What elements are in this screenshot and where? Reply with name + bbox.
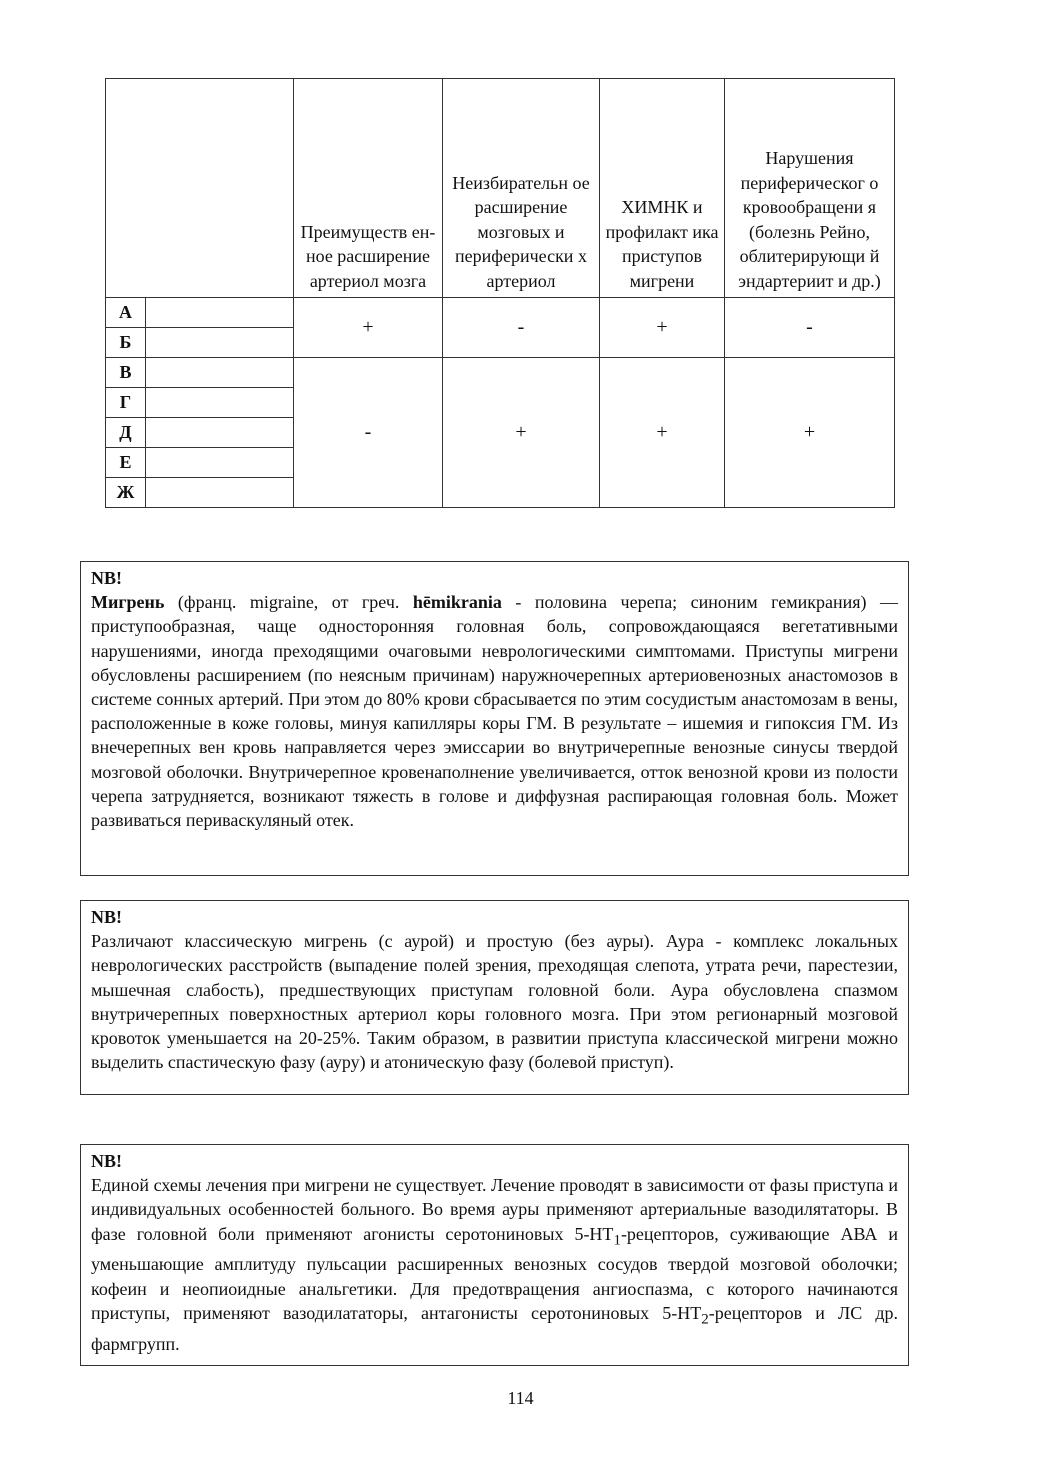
row-letter: Д: [106, 418, 146, 448]
row-drug-name-cell: [146, 418, 294, 448]
row-drug-name-cell: [146, 388, 294, 418]
nb-text-part: (франц. migraine, от греч.: [164, 592, 413, 613]
row-drug-name-cell: [146, 478, 294, 508]
row-letter: Ж: [106, 478, 146, 508]
page-number: 114: [507, 1388, 534, 1408]
header-nonselective-dilation: Неизбирательн ое расширение мозговых и периферически х артериол: [443, 79, 600, 298]
header-empty-cell: [106, 79, 294, 298]
table-row: [106, 358, 895, 388]
group1-mark: +: [600, 298, 725, 358]
group1-mark: -: [725, 298, 895, 358]
nb-text: [91, 1173, 898, 1356]
header-cci-migraine-prevention: ХИМНК и профилакт ика приступов мигрени: [600, 79, 725, 298]
table-header-row: [106, 79, 895, 298]
row-drug-name-cell: [146, 298, 294, 328]
subscript-1: 1: [613, 1232, 621, 1249]
nb-text: [91, 590, 898, 832]
nb-text-part: -рецепторов и ЛС др. фармгрупп.: [91, 1302, 898, 1354]
row-drug-name-cell: [146, 328, 294, 358]
group1-mark: +: [294, 298, 443, 358]
group1-mark: -: [443, 298, 600, 358]
group2-mark: -: [294, 358, 443, 508]
header-cerebral-arteriole-dilation: Преимуществ ен-ное расширение артериол мозга: [294, 79, 443, 298]
nb-box-migraine-definition: [80, 561, 909, 876]
term-hemikrania: hēmikrania: [412, 592, 502, 613]
group2-mark: +: [725, 358, 895, 508]
row-drug-name-cell: [146, 358, 294, 388]
row-drug-name-cell: [146, 448, 294, 478]
nb-title: NB!: [91, 907, 122, 927]
nb-text-part: - половина черепа; синоним гемикрания) — приступообразная, чаще односторонняя головная боль, сопровождающаяся вегетативными нарушениями, иногда преходящими очаговыми неврологическими симптомами. Приступы мигрени обусловлены расширением (по неясным причинам) наружночерепных артериовенозных анастомозов в системе сонных артерий. При этом до 80% крови сбрасывается по этим сосудистым анастомозам в вены, расположенные в коже головы, минуя капилляры коры ГМ. В результате – ишемия и гипоксия ГМ. Из внечерепных вен кровь направляется через эмиссарии во внутричерепные венозные синусы твердой мозговой оболочки. Внутричерепное кровенаполнение увеличивается, отток венозной крови из полости черепа затрудняется, возникают тяжесть в голове и диффузная распирающая головная боль. Может развиваться периваскуляный отек.: [91, 592, 899, 831]
nb-text-part: -рецепторов, суживающие АВА и уменьшающие амплитуду пульсации расширенных венозных сосудов твердой мозговой оболочки; кофеин и неопиоидные анальгетики. Для предотвращения ангиоспазма, с которого начинаются приступы, применяют вазодилататоры, антагонисты серотониновых 5-НТ: [91, 1223, 898, 1323]
subscript-2: 2: [701, 1311, 709, 1328]
group2-mark: +: [443, 358, 600, 508]
row-letter: А: [106, 298, 146, 328]
nb-text-part: Единой схемы лечения при мигрени не существует. Лечение проводят в зависимости от фазы приступа и индивидуальных особенностей больного. Во время ауры применяют артериальные вазодилятаторы. В фазе головной боли применяют агонисты серотониновых 5-НТ: [91, 1175, 898, 1244]
row-letter: Е: [106, 448, 146, 478]
group2-mark: +: [600, 358, 725, 508]
nb-box-migraine-treatment: [80, 1144, 909, 1366]
header-peripheral-circulation: Нарушения периферическог о кровообращени я (болезнь Рейно, облитерирующи й эндартериит и др.): [725, 79, 895, 298]
nb-box-migraine-types: [80, 900, 909, 1095]
table-row: [106, 298, 895, 328]
nb-text: Различают классическую мигрень (с аурой) и простую (без ауры). Аура - комплекс локальных неврологических расстройств (выпадение полей зрения, преходящая слепота, утрата речи, парестезии, мышечная слабость), предшествующих приступам головной боли. Аура обусловлена спазмом внутричерепных поверхностных артериол коры головного мозга. При этом регионарный мозговой кровоток уменьшается на 20-25%. Таким образом, в развитии приступа классической мигрени можно выделить спастическую фазу (ауру) и атоническую фазу (болевой приступ).: [91, 931, 898, 1073]
row-letter: Б: [106, 328, 146, 358]
nb-title: NB!: [91, 1151, 122, 1171]
row-letter: В: [106, 358, 146, 388]
nb-title: NB!: [91, 568, 122, 588]
row-letter: Г: [106, 388, 146, 418]
term-migraine: Мигрень: [91, 592, 165, 613]
drug-effects-table: [105, 78, 895, 508]
